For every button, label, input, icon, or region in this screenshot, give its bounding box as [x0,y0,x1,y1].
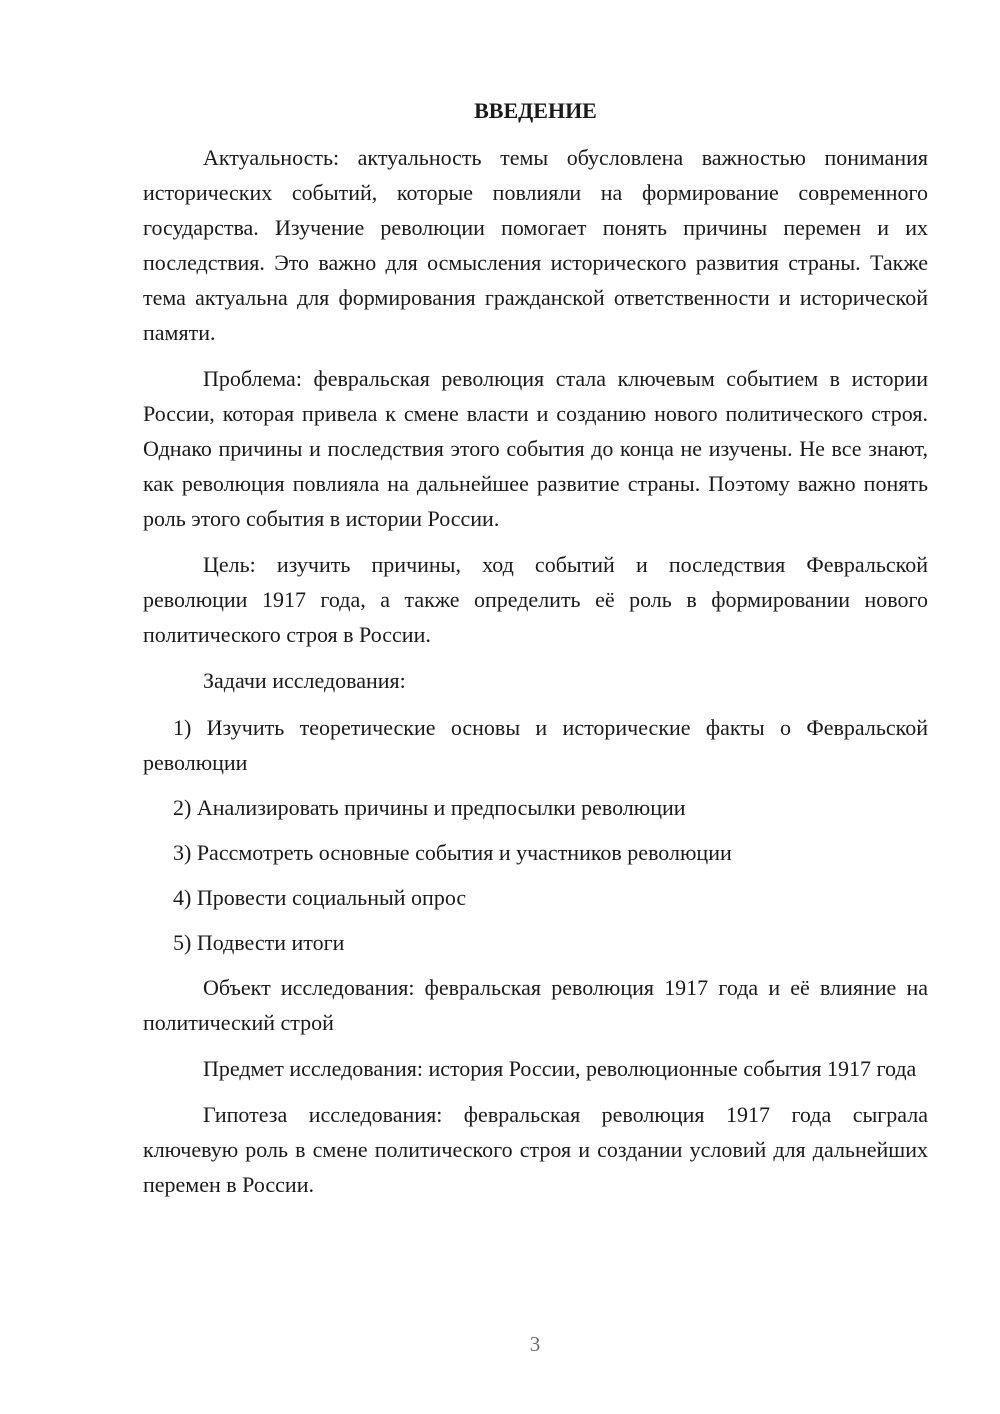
page-title: ВВЕДЕНИЕ [474,98,597,123]
research-hypothesis-paragraph: Гипотеза исследования: февральская революция 1917 года сыграла ключевую роль в смене политического строя и создании условий для дальнейших перемен в России. [143,1102,928,1197]
task-item-3: 3) Рассмотреть основные события и участников революции [173,840,732,865]
document-page [143,96,928,1213]
page-number: 3 [529,1332,541,1356]
task-item-1: 1) Изучить теоретические основы и исторические факты о Февральской революции [143,715,928,775]
relevance-paragraph: Актуальность: актуальность темы обусловлена важностью понимания исторических событий, которые повлияли на формирование современного государства. Изучение революции помогает понять причины перемен и их последствия. Это важно для осмысления исторического развития страны. Также тема актуальна для формирования гражданской ответственности и исторической памяти. [143,145,928,345]
research-object-paragraph: Объект исследования: февральская революция 1917 года и её влияние на политический строй [143,975,928,1035]
research-subject-paragraph: Предмет исследования: история России, революционные события 1917 года [203,1056,917,1081]
task-item-4: 4) Провести социальный опрос [173,885,467,910]
goal-paragraph: Цель: изучить причины, ход событий и последствия Февральской революции 1917 года, а также определить её роль в формировании нового политического строя в России. [143,552,928,647]
tasks-heading: Задачи исследования: [203,668,406,693]
task-item-5: 5) Подвести итоги [173,930,345,955]
task-item-2: 2) Анализировать причины и предпосылки революции [173,795,686,820]
problem-paragraph: Проблема: февральская революция стала ключевым событием в истории России, которая привела к смене власти и созданию нового политического строя. Однако причины и последствия этого события до конца не изучены. Не все знают, как революция повлияла на дальнейшее развитие страны. Поэтому важно понять роль этого события в истории России. [143,366,928,531]
